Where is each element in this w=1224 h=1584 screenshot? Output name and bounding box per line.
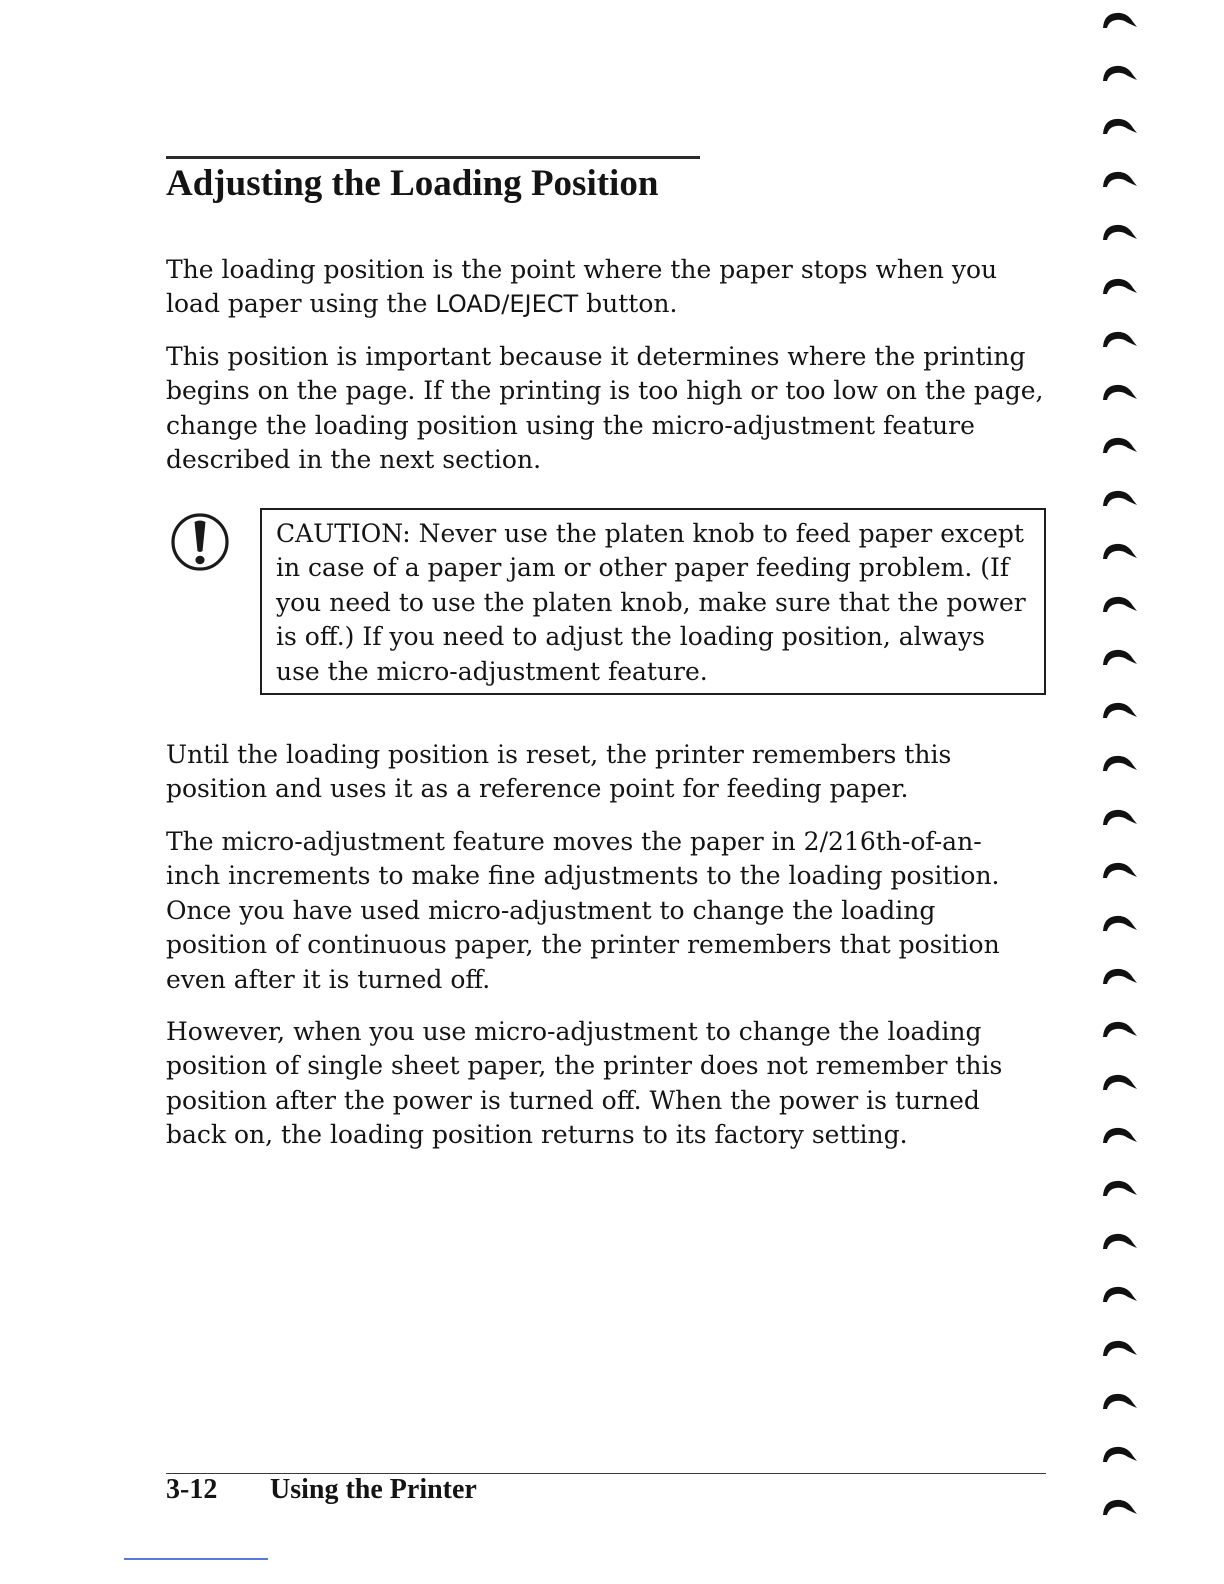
spiral-binding-hole-icon bbox=[1100, 751, 1140, 773]
spiral-binding-hole-icon bbox=[1100, 805, 1140, 827]
spiral-binding-hole-icon bbox=[1100, 645, 1140, 667]
paragraph-single-sheet: However, when you use micro-adjustment to change the loading position of single sheet paper, the printer does not remember this position after the power is turned off. When the power is turned back on, the loading position returns to its factory setting. bbox=[166, 1017, 1003, 1150]
spiral-binding-hole-icon bbox=[1100, 61, 1140, 83]
spiral-binding-hole-icon bbox=[1100, 858, 1140, 880]
spiral-binding-hole-icon bbox=[1100, 1495, 1140, 1517]
paragraph-loading-position bbox=[166, 253, 1056, 322]
spiral-binding-hole-icon bbox=[1100, 274, 1140, 296]
scan-mark bbox=[124, 1558, 268, 1560]
spiral-binding bbox=[1100, 0, 1144, 1584]
spiral-binding-hole-icon bbox=[1100, 1070, 1140, 1092]
paragraph-1-end: button. bbox=[578, 289, 678, 319]
spiral-binding-hole-icon bbox=[1100, 1389, 1140, 1411]
spiral-binding-hole-icon bbox=[1100, 592, 1140, 614]
caution-text bbox=[276, 517, 1036, 689]
spiral-binding-hole-icon bbox=[1100, 911, 1140, 933]
spiral-binding-hole-icon bbox=[1100, 698, 1140, 720]
page-title: Adjusting the Loading Position bbox=[166, 163, 659, 204]
spiral-binding-hole-icon bbox=[1100, 1282, 1140, 1304]
spiral-binding-hole-icon bbox=[1100, 8, 1140, 30]
page-number: 3-12 bbox=[166, 1474, 218, 1505]
spiral-binding-hole-icon bbox=[1100, 1442, 1140, 1464]
caution-label: CAUTION: bbox=[276, 519, 411, 548]
paragraph-micro-adjustment: The micro-adjustment feature moves the paper in 2/216th-of-an-inch increments to make fine adjustments to the loading position. Once you have used micro-adjustment to change the loading position of continuous paper, the printer remembers that position even after it is turned off. bbox=[166, 827, 1000, 994]
spiral-binding-hole-icon bbox=[1100, 433, 1140, 455]
spiral-binding-hole-icon bbox=[1100, 1017, 1140, 1039]
spiral-binding-hole-icon bbox=[1100, 380, 1140, 402]
spiral-binding-hole-icon bbox=[1100, 539, 1140, 561]
spiral-binding-hole-icon bbox=[1100, 1123, 1140, 1145]
title-rule bbox=[166, 156, 700, 159]
spiral-binding-hole-icon bbox=[1100, 114, 1140, 136]
spiral-binding-hole-icon bbox=[1100, 167, 1140, 189]
paragraph-1-start: The loading position is the point where the paper stops when you load paper using the bbox=[166, 255, 998, 319]
spiral-binding-hole-icon bbox=[1100, 486, 1140, 508]
exclamation-circle-icon bbox=[170, 512, 230, 572]
spiral-binding-hole-icon bbox=[1100, 1229, 1140, 1251]
spiral-binding-hole-icon bbox=[1100, 220, 1140, 242]
spiral-binding-hole-icon bbox=[1100, 327, 1140, 349]
spiral-binding-hole-icon bbox=[1100, 964, 1140, 986]
spiral-binding-hole-icon bbox=[1100, 1336, 1140, 1358]
caution-message: Never use the platen knob to feed paper except in case of a paper jam or other paper feeding problem. (If you need to use the platen knob, make sure that the power is off.) If you need to adjust the loading position, always use the micro-adjustment feature. bbox=[276, 519, 1026, 686]
footer-section-title: Using the Printer bbox=[270, 1474, 477, 1505]
paragraph-importance: This position is important because it determines where the printing begins on the page. If the printing is too high or too low on the page, change the loading position using the micro-adjustment feature described in the next section. bbox=[166, 342, 1044, 475]
paragraph-remembers: Until the loading position is reset, the printer remembers this position and uses it as a reference point for feeding paper. bbox=[166, 740, 952, 804]
spiral-binding-hole-icon bbox=[1100, 1176, 1140, 1198]
load-eject-button-label: LOAD/EJECT bbox=[435, 290, 579, 319]
